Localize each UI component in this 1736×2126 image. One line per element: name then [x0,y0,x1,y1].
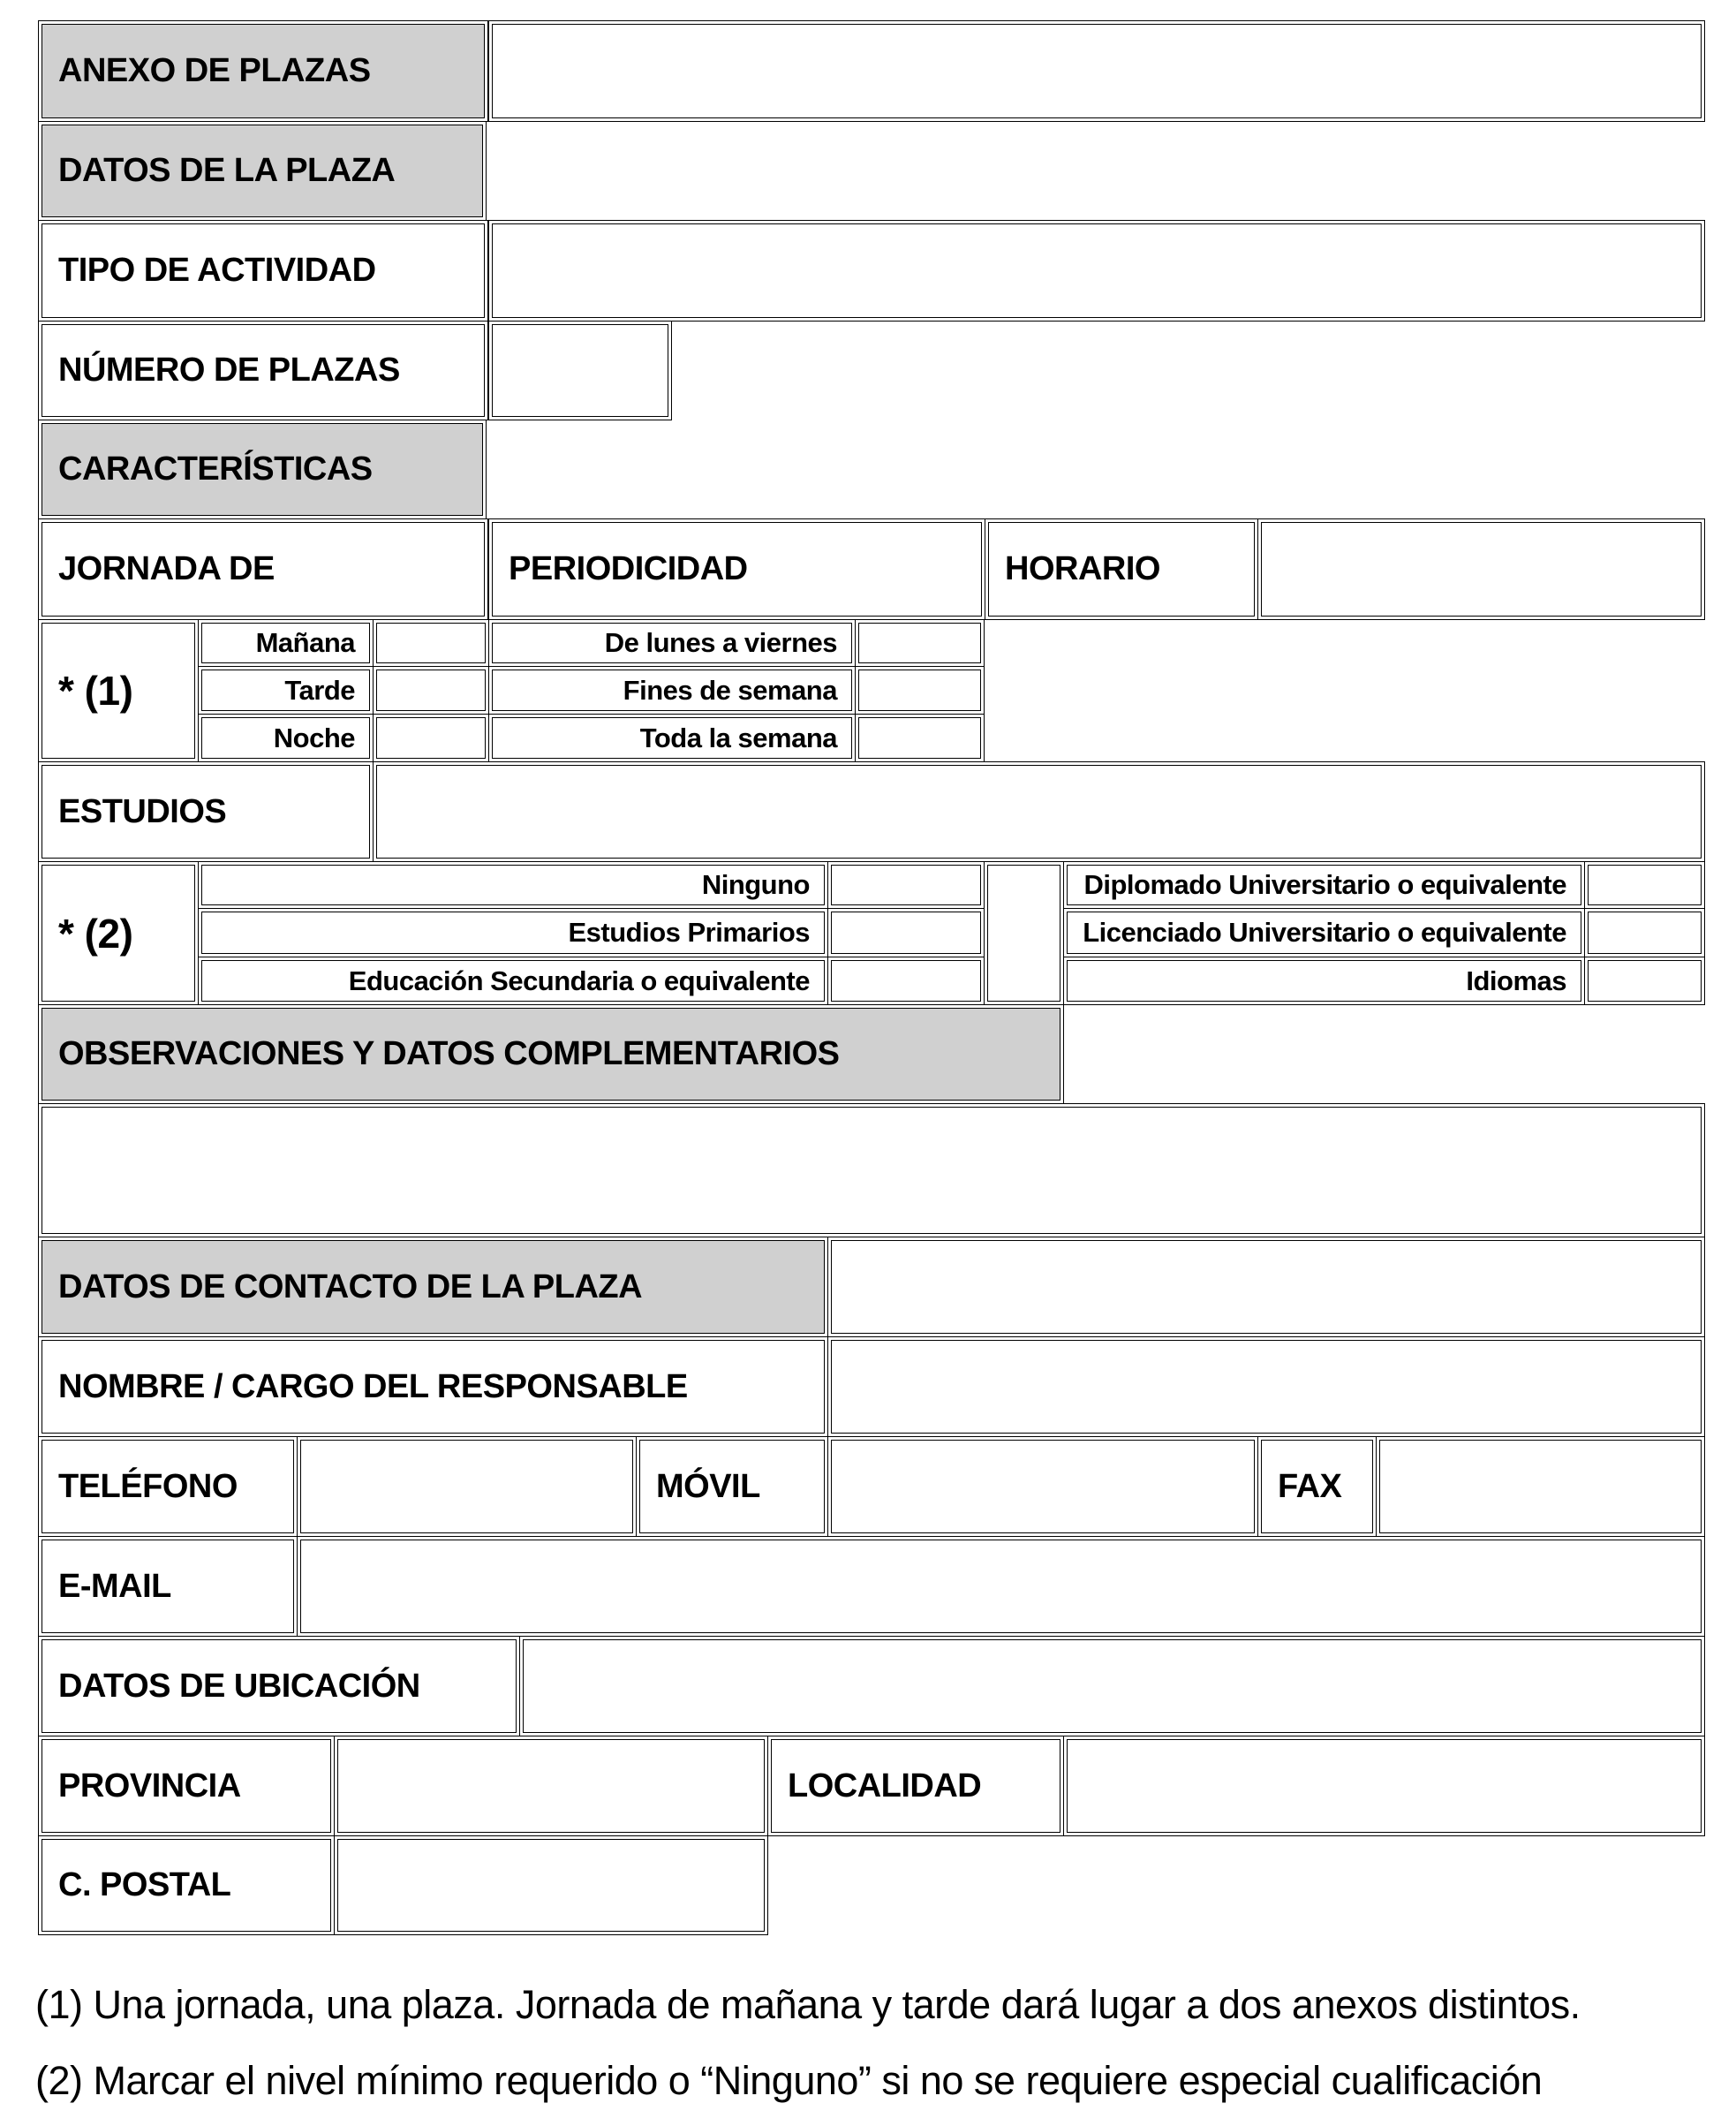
estudios-option-label: Licenciado Universitario o equivalente [1063,908,1585,957]
estudios-secundaria-checkbox[interactable] [827,957,985,1005]
responsable-label: NOMBRE / CARGO DEL RESPONSABLE [38,1336,828,1437]
numero-plazas-field[interactable] [488,321,672,420]
estudios-option-label: Diplomado Universitario o equivalente [1063,861,1585,909]
observaciones-field[interactable] [38,1103,1705,1237]
periodicidad-toda-semana-checkbox[interactable] [855,714,985,762]
contacto-header: DATOS DE CONTACTO DE LA PLAZA [38,1237,828,1337]
caracteristicas-header: CARACTERÍSTICAS [38,420,487,519]
telefono-field[interactable] [297,1436,637,1537]
email-label: E-MAIL [38,1536,298,1637]
jornada-manana-checkbox[interactable] [373,619,489,667]
tipo-actividad-field[interactable] [488,220,1705,322]
ubicacion-field[interactable] [519,1636,1705,1736]
marker-1: * (1) [38,619,199,762]
numero-plazas-label: NÚMERO DE PLAZAS [38,321,488,420]
estudios-option-label: Estudios Primarios [198,908,828,957]
datos-plaza-header: DATOS DE LA PLAZA [38,121,487,221]
estudios-option-label: Ninguno [198,861,828,909]
estudios-idiomas-checkbox[interactable] [1584,957,1705,1005]
contacto-field[interactable] [827,1237,1705,1337]
footnote-2: (2) Marcar el nivel mínimo requerido o “Ninguno” si no se requiere especial cualificación [35,2058,1543,2103]
estudios-ninguno-checkbox[interactable] [827,861,985,909]
jornada-label: JORNADA DE [38,518,488,620]
estudios-spacer [984,861,1064,1005]
provincia-field[interactable] [334,1736,768,1836]
estudios-licenciado-checkbox[interactable] [1584,908,1705,957]
jornada-tarde-checkbox[interactable] [373,666,489,715]
jornada-option-label: Mañana [198,619,374,667]
jornada-noche-checkbox[interactable] [373,714,489,762]
periodicidad-option-label: Toda la semana [488,714,856,762]
estudios-field[interactable] [373,761,1705,862]
tipo-actividad-label: TIPO DE ACTIVIDAD [38,220,488,322]
cpostal-label: C. POSTAL [38,1835,335,1935]
periodicidad-option-label: De lunes a viernes [488,619,856,667]
estudios-label: ESTUDIOS [38,761,374,862]
provincia-label: PROVINCIA [38,1736,335,1836]
footnote-1: (1) Una jornada, una plaza. Jornada de mañana y tarde dará lugar a dos anexos distintos. [35,1982,1581,2027]
ubicacion-label: DATOS DE UBICACIÓN [38,1636,520,1736]
jornada-option-label: Tarde [198,666,374,715]
movil-label: MÓVIL [636,1436,828,1537]
anexo-field[interactable] [488,20,1705,122]
estudios-diplomado-checkbox[interactable] [1584,861,1705,909]
estudios-option-label: Educación Secundaria o equivalente [198,957,828,1005]
anexo-label: ANEXO DE PLAZAS [38,20,488,122]
estudios-primarios-checkbox[interactable] [827,908,985,957]
responsable-field[interactable] [827,1336,1705,1437]
jornada-option-label: Noche [198,714,374,762]
marker-2: * (2) [38,861,199,1005]
estudios-option-label: Idiomas [1063,957,1585,1005]
telefono-label: TELÉFONO [38,1436,298,1537]
periodicidad-label: PERIODICIDAD [488,518,985,620]
horario-label: HORARIO [985,518,1258,620]
horario-field[interactable] [1257,518,1705,620]
fax-label: FAX [1257,1436,1377,1537]
localidad-field[interactable] [1063,1736,1705,1836]
localidad-label: LOCALIDAD [767,1736,1064,1836]
cpostal-field[interactable] [334,1835,768,1935]
fax-field[interactable] [1376,1436,1705,1537]
periodicidad-lunes-viernes-checkbox[interactable] [855,619,985,667]
periodicidad-fines-semana-checkbox[interactable] [855,666,985,715]
email-field[interactable] [297,1536,1705,1637]
movil-field[interactable] [827,1436,1258,1537]
observaciones-header: OBSERVACIONES Y DATOS COMPLEMENTARIOS [38,1004,1064,1104]
periodicidad-option-label: Fines de semana [488,666,856,715]
